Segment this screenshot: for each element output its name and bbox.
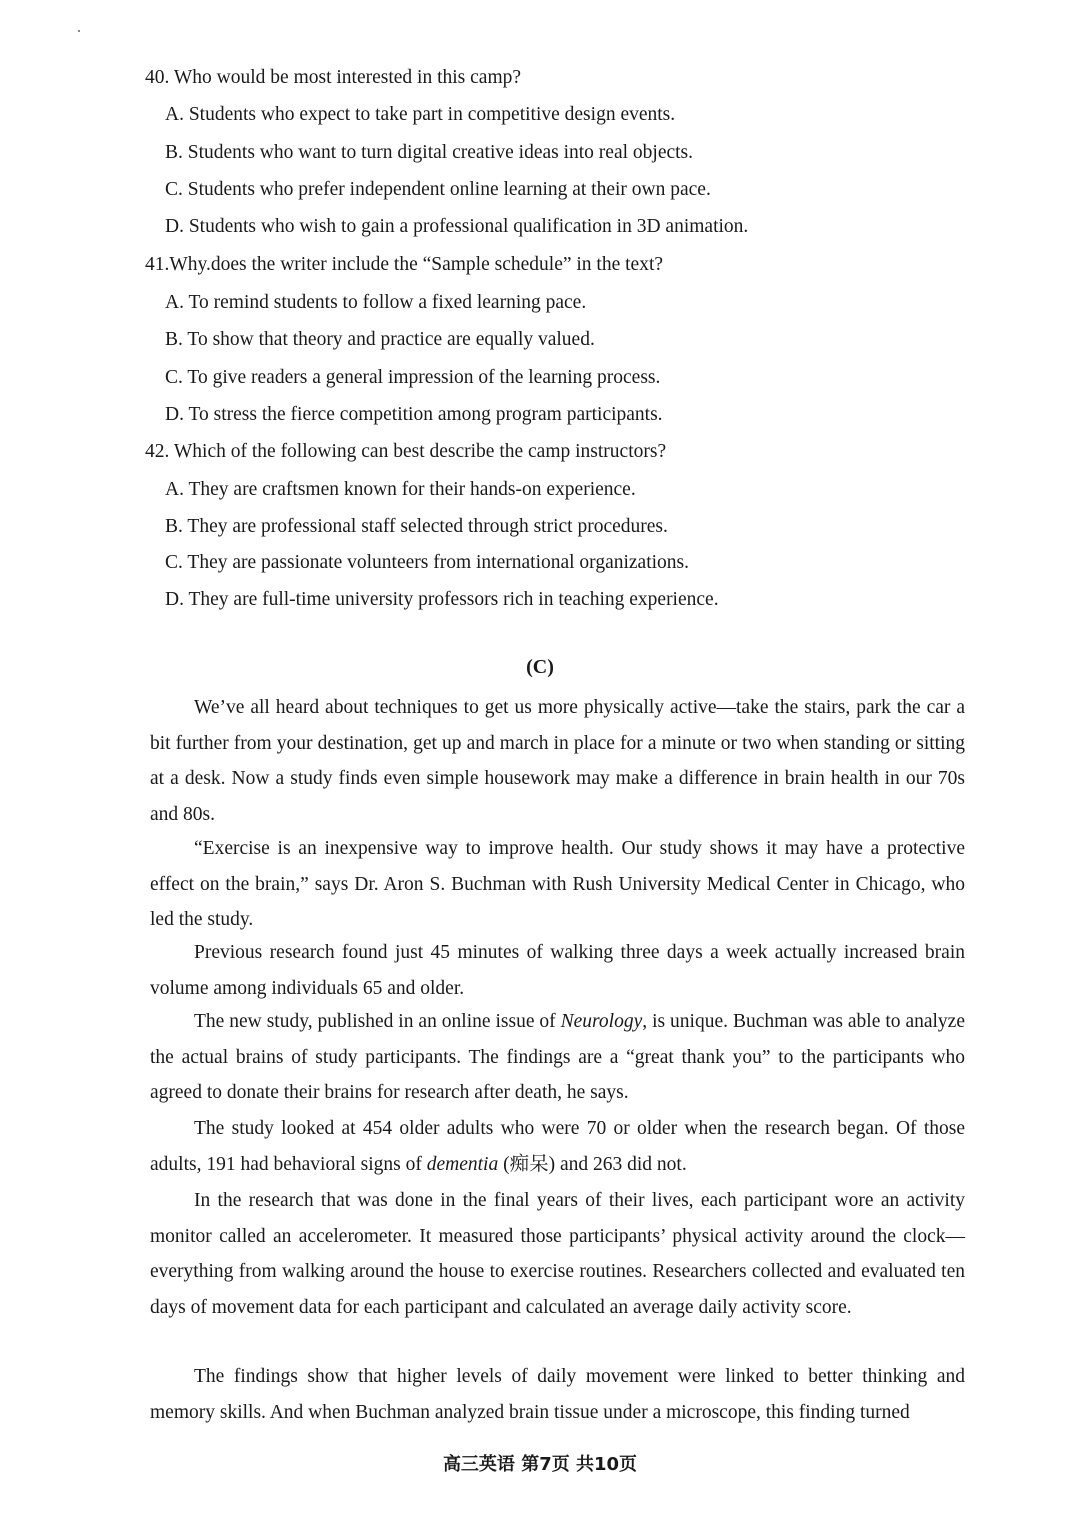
question-42-stem: 42. Which of the following can best describe the camp instructors?: [145, 441, 667, 462]
question-41-option-c: C. To give readers a general impression of the learning process.: [165, 367, 661, 388]
passage-paragraph-7: The findings show that higher levels of daily movement were linked to better thinking and memory skills. And when Buchman analyzed brain tissue under a microscope, this finding turned: [150, 1366, 965, 1423]
paragraph-4-text-start: The new study, published in an online issue of: [194, 1011, 561, 1032]
paragraph-4-text-end: , is unique. Buchman was able to analyze the actual brains of study participants. The findings are a “great thank you” to the participants who agreed to donate their brains for research after death, he says.: [150, 1011, 965, 1103]
question-41-option-a: A. To remind students to follow a fixed learning pace.: [165, 292, 587, 313]
question-42-option-a: A. They are craftsmen known for their hands-on experience.: [165, 479, 636, 500]
page-footer: 高三英语 第7页 共10页: [442, 1454, 638, 1475]
question-40-option-d: D. Students who wish to gain a professional qualification in 3D animation.: [165, 216, 749, 237]
section-title: (C): [526, 656, 554, 678]
dementia-term: dementia: [426, 1153, 499, 1175]
paragraph-5-text-end: (痴呆) and 263 did not.: [498, 1153, 687, 1175]
passage-paragraph-5: [150, 1111, 965, 1182]
passage-paragraph-3: Previous research found just 45 minutes of walking three days a week actually increased brain volume among individuals 65 and older.: [150, 942, 965, 999]
scan-speck: [78, 30, 80, 32]
passage-paragraph-2: “Exercise is an inexpensive way to improve health. Our study shows it may have a protective effect on the brain,” says Dr. Aron S. Buchman with Rush University Medical Center in Chicago, who led the study.: [150, 838, 965, 930]
passage-paragraph-1: We’ve all heard about techniques to get us more physically active—take the stairs, park the car a bit further from your destination, get up and march in place for a minute or two when standing or sitting at a desk. Now a study finds even simple housework may make a difference in brain health in our 70s and 80s.: [150, 697, 965, 825]
passage-paragraph-4: [150, 1004, 965, 1111]
question-40-stem: 40. Who would be most interested in this camp?: [145, 67, 522, 88]
question-42-option-b: B. They are professional staff selected through strict procedures.: [165, 516, 668, 537]
question-42-option-d: D. They are full-time university professors rich in teaching experience.: [165, 589, 719, 610]
question-41-stem: 41.Why.does the writer include the “Sample schedule” in the text?: [145, 254, 664, 275]
question-42-option-c: C. They are passionate volunteers from international organizations.: [165, 552, 690, 573]
question-40-option-c: C. Students who prefer independent online learning at their own pace.: [165, 179, 711, 200]
question-41-option-d: D. To stress the fierce competition among program participants.: [165, 404, 663, 425]
journal-name: Neurology: [560, 1011, 643, 1032]
question-40-option-b: B. Students who want to turn digital creative ideas into real objects.: [165, 142, 694, 163]
paragraph-5-text-start: The study looked at 454 older adults who were 70 or older when the research began. Of those adults, 191 had behavioral signs of: [150, 1118, 965, 1175]
passage-paragraph-6: In the research that was done in the final years of their lives, each participant wore an activity monitor called an accelerometer. It measured those participants’ physical activity around the clock—everything from walking around the house to exercise routines. Researchers collected and evaluated ten days of movement data for each participant and calculated an average daily activity score.: [150, 1190, 965, 1318]
question-41-option-b: B. To show that theory and practice are equally valued.: [165, 329, 595, 350]
question-40-option-a: A. Students who expect to take part in competitive design events.: [165, 104, 676, 125]
